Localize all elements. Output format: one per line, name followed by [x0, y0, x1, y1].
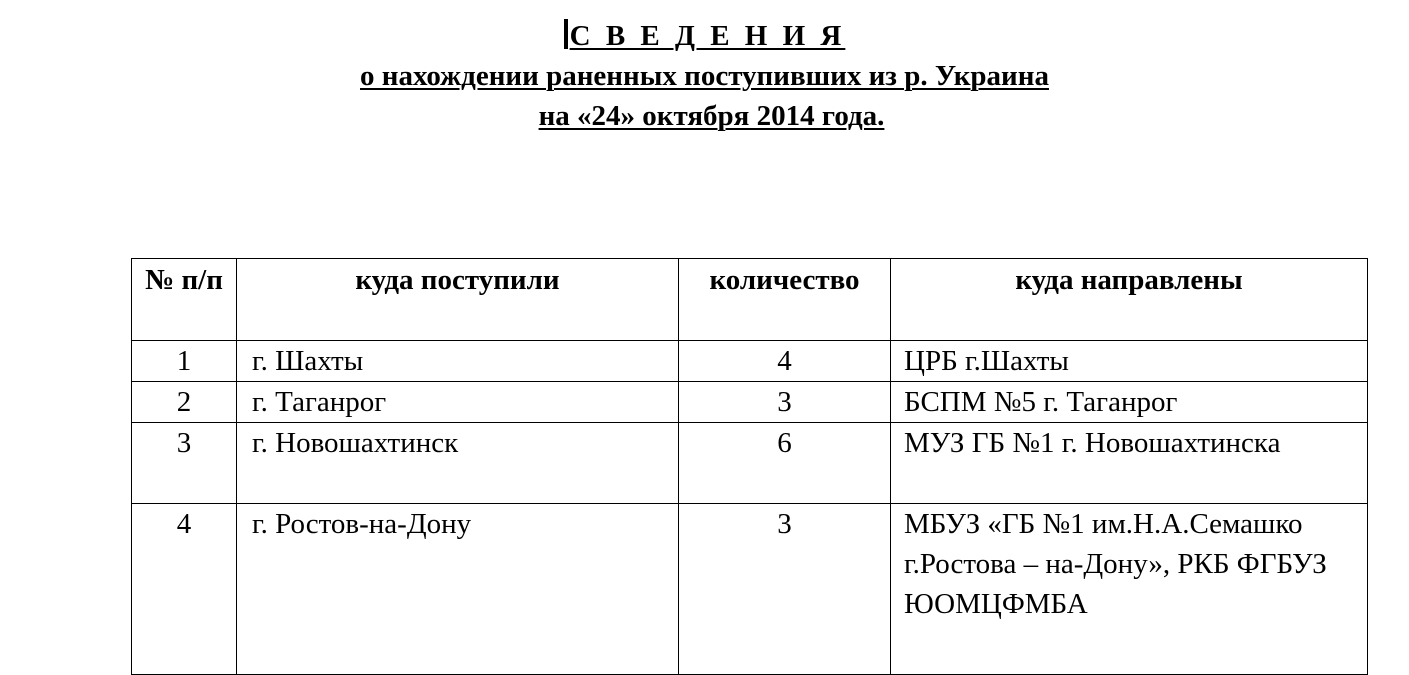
cell-where: г. Таганрог: [237, 382, 679, 423]
cell-num: 2: [132, 382, 237, 423]
cell-num: 1: [132, 341, 237, 382]
cell-dest: ЦРБ г.Шахты: [891, 341, 1368, 382]
document-title: С В Е Д Е Н И Я: [569, 20, 846, 52]
cell-num: 3: [132, 423, 237, 504]
table-row: [132, 382, 1368, 423]
header-num: № п/п: [132, 259, 237, 341]
cell-qty: 3: [679, 382, 891, 423]
title-line: [0, 16, 1409, 56]
date-line: [7, 96, 1409, 136]
cell-dest: МБУЗ «ГБ №1 им.Н.А.Семашко г.Ростова – на-Дону», РКБ ФГБУЗ ЮОМЦФМБА: [891, 504, 1368, 675]
header-qty: количество: [679, 259, 891, 341]
table-row: [132, 341, 1368, 382]
document-date: на «24» октября 2014 года.: [538, 100, 885, 132]
document-header: [0, 16, 1409, 136]
header-where: куда поступили: [237, 259, 679, 341]
table-header-row: [132, 259, 1368, 341]
cell-dest: МУЗ ГБ №1 г. Новошахтинска: [891, 423, 1368, 504]
cell-qty: 3: [679, 504, 891, 675]
cell-qty: 6: [679, 423, 891, 504]
subtitle-line: [0, 56, 1409, 96]
text-cursor: [564, 19, 568, 49]
cell-where: г. Шахты: [237, 341, 679, 382]
table-row: [132, 423, 1368, 504]
cell-num: 4: [132, 504, 237, 675]
casualty-table: [131, 258, 1368, 675]
cell-dest: БСПМ №5 г. Таганрог: [891, 382, 1368, 423]
table-row: [132, 504, 1368, 675]
document-subtitle: о нахождении раненных поступивших из р. Украина: [360, 60, 1049, 92]
cell-qty: 4: [679, 341, 891, 382]
cell-where: г. Новошахтинск: [237, 423, 679, 504]
header-dest: куда направлены: [891, 259, 1368, 341]
cell-where: г. Ростов-на-Дону: [237, 504, 679, 675]
